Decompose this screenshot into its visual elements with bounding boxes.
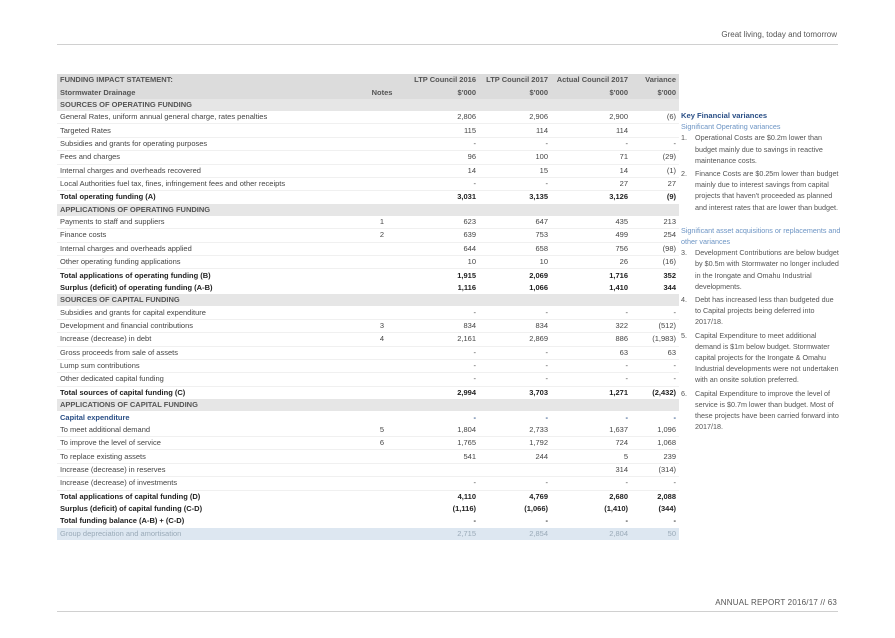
cell-variance: 1,068 [631,437,679,450]
cell-variance: (9) [666,192,676,202]
cell-notes [357,399,407,411]
cell-ltp-2017: 753 [479,229,551,242]
cell-notes [357,242,407,255]
cell-notes [357,177,407,190]
cell-variance: 239 [631,450,679,463]
cell-ltp-2017: 2,906 [479,111,551,124]
cell-label: Subsidies and grants for operating purposes [57,137,357,150]
cell-notes [357,490,407,503]
cell-notes [357,359,407,372]
cell-ltp-2016: (1,116) [452,504,476,514]
cell-ltp-2016: 10 [407,256,479,269]
table-row [57,515,679,527]
table-row [57,294,679,306]
cell-label: Increase (decrease) of investments [57,477,357,490]
table-row [57,373,679,386]
cell-ltp-2017 [479,399,551,411]
variance-item [681,388,841,433]
variance-text: Operational Costs are $0.2m lower than budget mainly due to savings in reactive maintenance costs. [695,133,823,165]
cell-variance: (1) [631,164,679,177]
variance-text: Capital Expenditure to improve the level of service is $0.7m lower than budget. Most of these projects have been carried forward into 2017/18. [695,388,839,432]
cell-ltp-2016: 1,804 [407,424,479,437]
cell-actual-2017: 1,410 [609,282,628,292]
cell-ltp-2016: 623 [407,216,479,229]
cell-actual-2017: 5 [551,450,631,463]
cell-notes [357,151,407,164]
cell-variance [631,204,679,216]
cell-notes [357,515,407,527]
report-tagline: Great living, today and tomorrow [721,30,837,39]
key-variances-panel [681,110,841,434]
cell-variance: 2,088 [657,491,676,501]
cell-notes [357,294,407,306]
cell-label: Internal charges and overheads applied [57,242,357,255]
variance-number: 4. [681,295,687,305]
cell-variance: - [673,412,676,422]
cell-variance: 1,096 [631,424,679,437]
cell-variance [631,294,679,306]
variance-number: 3. [681,248,687,258]
cell-label: APPLICATIONS OF CAPITAL FUNDING [57,399,357,411]
table-row [57,386,679,399]
variance-number: 1. [681,133,687,143]
table-row [57,242,679,255]
variance-item [681,247,841,292]
table-row [57,450,679,463]
cell-ltp-2017: 1,066 [529,282,548,292]
cell-ltp-2017: 647 [479,216,551,229]
table-row [57,528,679,540]
cell-label: Internal charges and overheads recovered [57,164,357,177]
cell-variance: (2,432) [652,387,676,397]
cell-variance: - [631,477,679,490]
cell-actual-2017: 63 [551,346,631,359]
cell-ltp-2016: - [473,412,476,422]
cell-notes [357,124,407,137]
bottom-divider [57,611,838,612]
cell-label: Subsidies and grants for capital expenditure [57,306,357,319]
cell-actual-2017: 27 [551,177,631,190]
cell-ltp-2017: 2,869 [479,333,551,346]
cell-actual-2017: (1,410) [604,504,628,514]
cell-variance [631,399,679,411]
cell-label: Other dedicated capital funding [57,373,357,386]
cell-ltp-2016: $'000 [407,86,479,98]
cell-ltp-2016: 4,110 [457,491,476,501]
cell-label: Gross proceeds from sale of assets [57,346,357,359]
cell-variance [631,99,679,111]
cell-actual-2017: 435 [551,216,631,229]
cell-actual-2017: 724 [551,437,631,450]
cell-notes: Notes [357,86,407,98]
funding-impact-table [57,74,679,540]
cell-label: Capital expenditure [60,412,130,422]
cell-ltp-2017: - [545,412,548,422]
cell-ltp-2017: 10 [479,256,551,269]
cell-notes [357,256,407,269]
cell-notes [357,306,407,319]
table-row [57,477,679,490]
cell-ltp-2017: - [479,373,551,386]
cell-notes [357,99,407,111]
asset-variances-list [681,247,841,432]
variance-item [681,168,841,213]
cell-notes [357,386,407,399]
table-row [57,191,679,204]
cell-ltp-2016: 115 [407,124,479,137]
cell-ltp-2017: - [479,359,551,372]
cell-actual-2017 [551,204,631,216]
cell-ltp-2017 [479,99,551,111]
cell-ltp-2017: (1,066) [524,504,548,514]
cell-actual-2017: 71 [551,151,631,164]
table-header-row [57,86,679,98]
cell-ltp-2017: 658 [479,242,551,255]
cell-label: To improve the level of service [57,437,357,450]
cell-ltp-2017: 2,854 [479,528,551,540]
cell-variance: 50 [631,528,679,540]
cell-ltp-2016: LTP Council 2016 [407,74,479,86]
cell-label: To meet additional demand [57,424,357,437]
cell-ltp-2016 [407,399,479,411]
cell-ltp-2016: - [407,359,479,372]
table-row [57,463,679,476]
cell-label: Surplus (deficit) of capital funding (C-D) [60,504,203,514]
cell-ltp-2016 [407,463,479,476]
cell-ltp-2016: 2,994 [457,387,476,397]
cell-label: SOURCES OF OPERATING FUNDING [57,99,357,111]
cell-variance: 344 [663,282,676,292]
cell-ltp-2017: 4,769 [529,491,548,501]
cell-ltp-2016: 644 [407,242,479,255]
cell-ltp-2017 [479,463,551,476]
cell-variance: (512) [631,319,679,332]
cell-ltp-2017: - [479,177,551,190]
cell-variance: (98) [631,242,679,255]
cell-label: Total operating funding (A) [60,192,156,202]
cell-ltp-2016: 541 [407,450,479,463]
operating-variances-subtitle: Significant Operating variances [681,122,781,132]
cell-ltp-2016: - [407,137,479,150]
cell-variance: - [631,359,679,372]
cell-label: Total applications of operating funding (B) [60,270,211,280]
cell-actual-2017: 1,637 [551,424,631,437]
cell-actual-2017: 114 [551,124,631,137]
cell-label: Fees and charges [57,151,357,164]
cell-notes [357,411,407,423]
top-divider [57,44,838,45]
cell-variance: $'000 [631,86,679,98]
cell-label: Targeted Rates [57,124,357,137]
cell-notes [357,111,407,124]
cell-label: Total applications of capital funding (D) [60,491,201,501]
cell-label: FUNDING IMPACT STATEMENT: [57,74,357,86]
variance-item [681,330,841,386]
cell-variance: 27 [631,177,679,190]
variance-number: 2. [681,169,687,179]
cell-label: Total sources of capital funding (C) [60,387,186,397]
table-row [57,333,679,346]
cell-label: Group depreciation and amortisation [57,528,357,540]
table-row [57,111,679,124]
cell-variance: - [631,306,679,319]
cell-actual-2017: 322 [551,319,631,332]
cell-actual-2017: - [625,516,628,526]
cell-actual-2017 [551,399,631,411]
cell-label: Other operating funding applications [57,256,357,269]
table-row [57,490,679,503]
cell-ltp-2017: 1,792 [479,437,551,450]
cell-ltp-2016: 834 [407,319,479,332]
cell-notes: 1 [357,216,407,229]
cell-actual-2017: Actual Council 2017 [551,74,631,86]
cell-label: Increase (decrease) in reserves [57,463,357,476]
cell-label: SOURCES OF CAPITAL FUNDING [57,294,357,306]
cell-actual-2017: 2,900 [551,111,631,124]
cell-ltp-2017 [479,294,551,306]
cell-notes: 6 [357,437,407,450]
cell-variance: - [631,137,679,150]
cell-actual-2017: - [551,373,631,386]
table-row [57,99,679,111]
cell-variance: (6) [631,111,679,124]
cell-notes [357,346,407,359]
cell-notes [357,282,407,294]
cell-ltp-2017: - [479,346,551,359]
variance-number: 5. [681,330,687,340]
cell-notes [357,503,407,515]
cell-ltp-2016: 1,915 [457,270,476,280]
cell-ltp-2016: - [407,373,479,386]
table-row [57,216,679,229]
cell-ltp-2016: 2,806 [407,111,479,124]
cell-notes [357,477,407,490]
cell-notes [357,137,407,150]
cell-label: Lump sum contributions [57,359,357,372]
cell-variance: (314) [631,463,679,476]
cell-actual-2017: 26 [551,256,631,269]
cell-notes [357,164,407,177]
table-row [57,177,679,190]
table-row [57,269,679,282]
cell-notes [357,373,407,386]
cell-label: APPLICATIONS OF OPERATING FUNDING [57,204,357,216]
cell-ltp-2017: - [545,516,548,526]
table-row [57,359,679,372]
cell-ltp-2017: $'000 [479,86,551,98]
cell-actual-2017: - [625,412,628,422]
table-row [57,346,679,359]
cell-variance: 213 [631,216,679,229]
cell-variance: 254 [631,229,679,242]
cell-variance: 352 [663,270,676,280]
cell-ltp-2016: - [473,516,476,526]
table-row [57,503,679,515]
table-row [57,424,679,437]
cell-ltp-2017: 114 [479,124,551,137]
cell-actual-2017: 1,271 [609,387,628,397]
cell-actual-2017 [551,99,631,111]
cell-ltp-2016: 2,161 [407,333,479,346]
cell-actual-2017: - [551,306,631,319]
table-row [57,256,679,269]
cell-variance: - [631,373,679,386]
table-row [57,319,679,332]
cell-notes: 5 [357,424,407,437]
cell-notes: 3 [357,319,407,332]
page-footer: ANNUAL REPORT 2016/17 // 63 [715,598,837,607]
cell-ltp-2016 [407,294,479,306]
table-header-row [57,74,679,86]
table-row [57,411,679,423]
variances-title: Key Financial variances [681,111,768,120]
cell-label: Finance costs [57,229,357,242]
cell-variance: (29) [631,151,679,164]
cell-variance: 63 [631,346,679,359]
variance-text: Development Contributions are below budget by $0.5m with Stormwater no longer included in the Irongate and Omahu Industrial developments. [695,248,839,291]
cell-ltp-2017: LTP Council 2017 [479,74,551,86]
table-row [57,437,679,450]
table-row [57,137,679,150]
cell-ltp-2016: 3,031 [457,192,476,202]
cell-ltp-2016: 14 [407,164,479,177]
cell-ltp-2017: - [479,477,551,490]
cell-ltp-2016: 1,765 [407,437,479,450]
cell-label: Stormwater Drainage [57,86,357,98]
cell-actual-2017: 314 [551,463,631,476]
cell-ltp-2017: - [479,137,551,150]
cell-notes [357,269,407,282]
cell-notes [357,450,407,463]
cell-actual-2017: - [551,477,631,490]
cell-ltp-2017: 3,703 [529,387,548,397]
cell-actual-2017: 2,804 [551,528,631,540]
variance-number: 6. [681,388,687,398]
table-row [57,151,679,164]
cell-notes: 4 [357,333,407,346]
cell-ltp-2016: 96 [407,151,479,164]
cell-label: Surplus (deficit) of operating funding (A-B) [60,282,213,292]
cell-label: Increase (decrease) in debt [57,333,357,346]
table-row [57,204,679,216]
cell-ltp-2017: - [479,306,551,319]
variance-text: Debt has increased less than budgeted due to Capital projects being deferred into 2017/18. [695,295,834,327]
variance-text: Capital Expenditure to meet additional demand is $1m below budget. Stormwater capital projects for the Irongate & Omahu Industrial developments were not undertaken with an onsite solution preferred. [695,330,839,385]
cell-ltp-2017: 834 [479,319,551,332]
cell-actual-2017: 499 [551,229,631,242]
cell-label: General Rates, uniform annual general charge, rates penalties [57,111,357,124]
cell-ltp-2017: 244 [479,450,551,463]
cell-variance: (1,983) [631,333,679,346]
cell-notes: 2 [357,229,407,242]
cell-notes [357,74,407,86]
table-row [57,229,679,242]
variance-text: Finance Costs are $0.25m lower than budget mainly due to interest savings from capital projects that haven't proceeded as planned and interest rates that are lower than budget. [695,169,839,212]
cell-variance: (16) [631,256,679,269]
table-row [57,124,679,137]
cell-actual-2017 [551,294,631,306]
cell-actual-2017: $'000 [551,86,631,98]
cell-label: Payments to staff and suppliers [57,216,357,229]
cell-actual-2017: 14 [551,164,631,177]
cell-actual-2017: 3,126 [609,192,628,202]
cell-actual-2017: 756 [551,242,631,255]
cell-ltp-2016: - [407,306,479,319]
cell-ltp-2016: - [407,477,479,490]
table-row [57,306,679,319]
cell-variance [631,124,679,137]
cell-actual-2017: 1,716 [609,270,628,280]
table-row [57,282,679,294]
cell-actual-2017: - [551,359,631,372]
asset-variances-subtitle: Significant asset acquisitions or replacements and other variances [681,225,841,247]
cell-notes [357,191,407,204]
cell-ltp-2016 [407,99,479,111]
cell-ltp-2016: 639 [407,229,479,242]
cell-actual-2017: 2,680 [609,491,628,501]
cell-ltp-2017: 2,733 [479,424,551,437]
cell-notes [357,463,407,476]
cell-ltp-2016: 1,116 [457,282,476,292]
table-row [57,164,679,177]
variance-item [681,132,841,166]
cell-actual-2017: - [551,137,631,150]
cell-notes [357,528,407,540]
cell-label: Local Authorities fuel tax, fines, infringement fees and other receipts [57,177,357,190]
operating-variances-list [681,132,841,212]
cell-ltp-2017: 100 [479,151,551,164]
cell-label: To replace existing assets [57,450,357,463]
cell-label: Total funding balance (A-B) + (C-D) [60,516,185,526]
cell-ltp-2017: 15 [479,164,551,177]
cell-ltp-2017 [479,204,551,216]
cell-notes [357,204,407,216]
cell-variance: Variance [631,74,679,86]
variance-item [681,294,841,328]
cell-variance: - [673,516,676,526]
cell-actual-2017: 886 [551,333,631,346]
cell-ltp-2016: - [407,177,479,190]
cell-variance: (344) [658,504,676,514]
cell-ltp-2016: - [407,346,479,359]
cell-label: Development and financial contributions [57,319,357,332]
cell-ltp-2016 [407,204,479,216]
cell-ltp-2016: 2,715 [407,528,479,540]
cell-ltp-2017: 2,069 [529,270,548,280]
table-row [57,399,679,411]
cell-ltp-2017: 3,135 [529,192,548,202]
